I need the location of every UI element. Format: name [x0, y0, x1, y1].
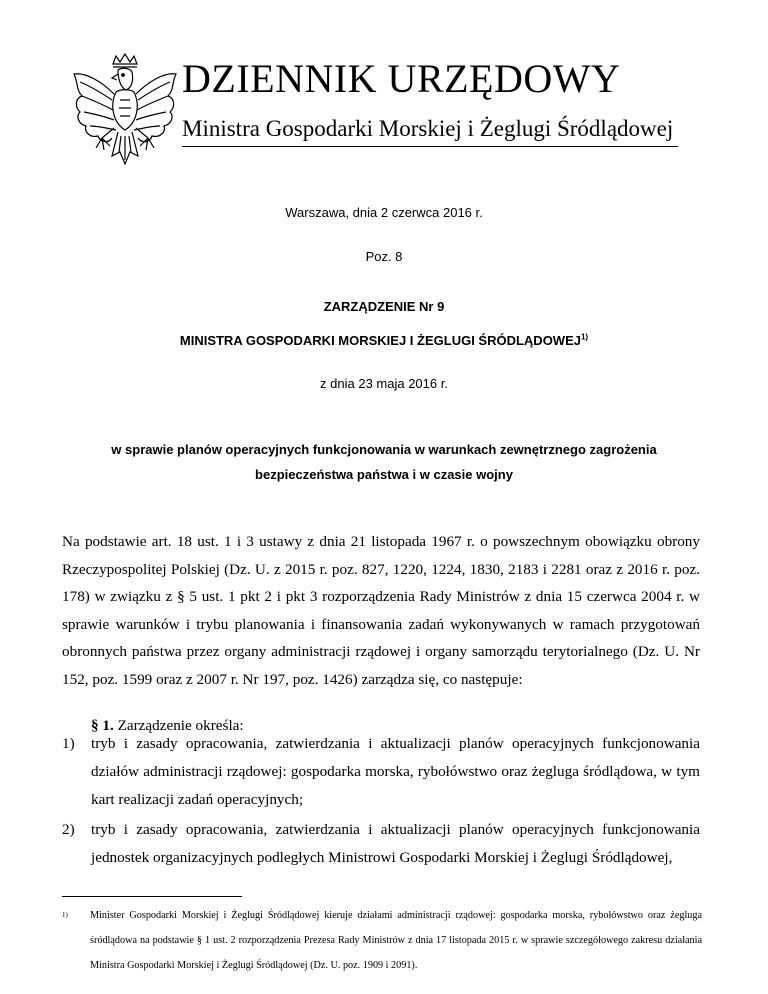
list-item [62, 816, 700, 872]
journal-title: DZIENNIK URZĘDOWY [182, 56, 621, 101]
footnote-text: Minister Gospodarki Morskiej i Żeglugi Śródlądowej kieruje działami administracji rządowej: gospodarka morska, rybołówstwo oraz żegluga śródlądowa na podstawie § 1 ust. 2 rozporządzenia Prezesa Rady Ministrów z dnia 17 listopada 2015 r. w sprawie szczegółowego zakresu działania Ministra Gospodarki Morskiej i Żeglugi Śródlądowej (Dz. U. poz. 1909 i 2091). [90, 910, 702, 971]
act-date: z dnia 23 maja 2016 r. [320, 376, 448, 391]
footnote [62, 903, 702, 978]
footnote-divider [62, 896, 242, 897]
masthead-divider [182, 146, 678, 147]
act-subject-line1: w sprawie planów operacyjnych funkcjonowania w warunkach zewnętrznego zagrożenia [111, 442, 657, 457]
eagle-emblem-icon [66, 52, 184, 180]
list-item [62, 730, 700, 814]
position-number: Poz. 8 [365, 249, 403, 264]
list-item-number: 1) [62, 735, 75, 752]
act-issuer [0, 332, 768, 350]
list-item-text: tryb i zasady opracowania, zatwierdzania i aktualizacji planów operacyjnych funkcjonowania działów administracji rządowej: gospodarka morska, rybołówstwo oraz żegluga śródlądowa, w tym kart realizacji zadań operacyjnych; [91, 735, 700, 808]
journal-subtitle: Ministra Gospodarki Morskiej i Żeglugi Śródlądowej [182, 116, 674, 141]
act-issuer-text: MINISTRA GOSPODARKI MORSKIEJ I ŻEGLUGI ŚRÓDLĄDOWEJ [179, 333, 581, 348]
act-subject-line2: bezpieczeństwa państwa i w czasie wojny [255, 467, 513, 482]
act-title: ZARZĄDZENIE Nr 9 [323, 299, 445, 314]
footnote-reference: 1) [580, 332, 589, 342]
list-item-text: tryb i zasady opracowania, zatwierdzania i aktualizacji planów operacyjnych funkcjonowania jednostek organizacyjnych podległych Ministrowi Gospodarki Morskiej i Żeglugi Śródlądowej, [91, 821, 700, 866]
place-date: Warszawa, dnia 2 czerwca 2016 r. [285, 205, 483, 220]
preamble: Na podstawie art. 18 ust. 1 i 3 ustawy z dnia 21 listopada 1967 r. o powszechnym obowiązku obrony Rzeczypospolitej Polskiej (Dz. U. z 2015 r. poz. 827, 1220, 1224, 1830, 2183 i 2281 oraz z 2016 r. poz. 178) w związku z § 5 ust. 1 pkt 2 i pkt 3 rozporządzenia Rady Ministrów z dnia 15 czerwca 2004 r. w sprawie warunków i trybu planowania i finansowania zadań wykonywanych w ramach przygotowań obronnych państwa przez organy administracji rządowej i organy samorządu terytorialnego (Dz. U. Nr 152, poz. 1599 oraz z 2007 r. Nr 197, poz. 1426) zarządza się, co następuje: [62, 533, 700, 688]
list-item-number: 2) [62, 821, 75, 838]
footnote-mark: 1) [62, 911, 68, 919]
section-1-label: § 1. [91, 717, 114, 734]
section-1-intro: Zarządzenie określa: [117, 717, 244, 734]
